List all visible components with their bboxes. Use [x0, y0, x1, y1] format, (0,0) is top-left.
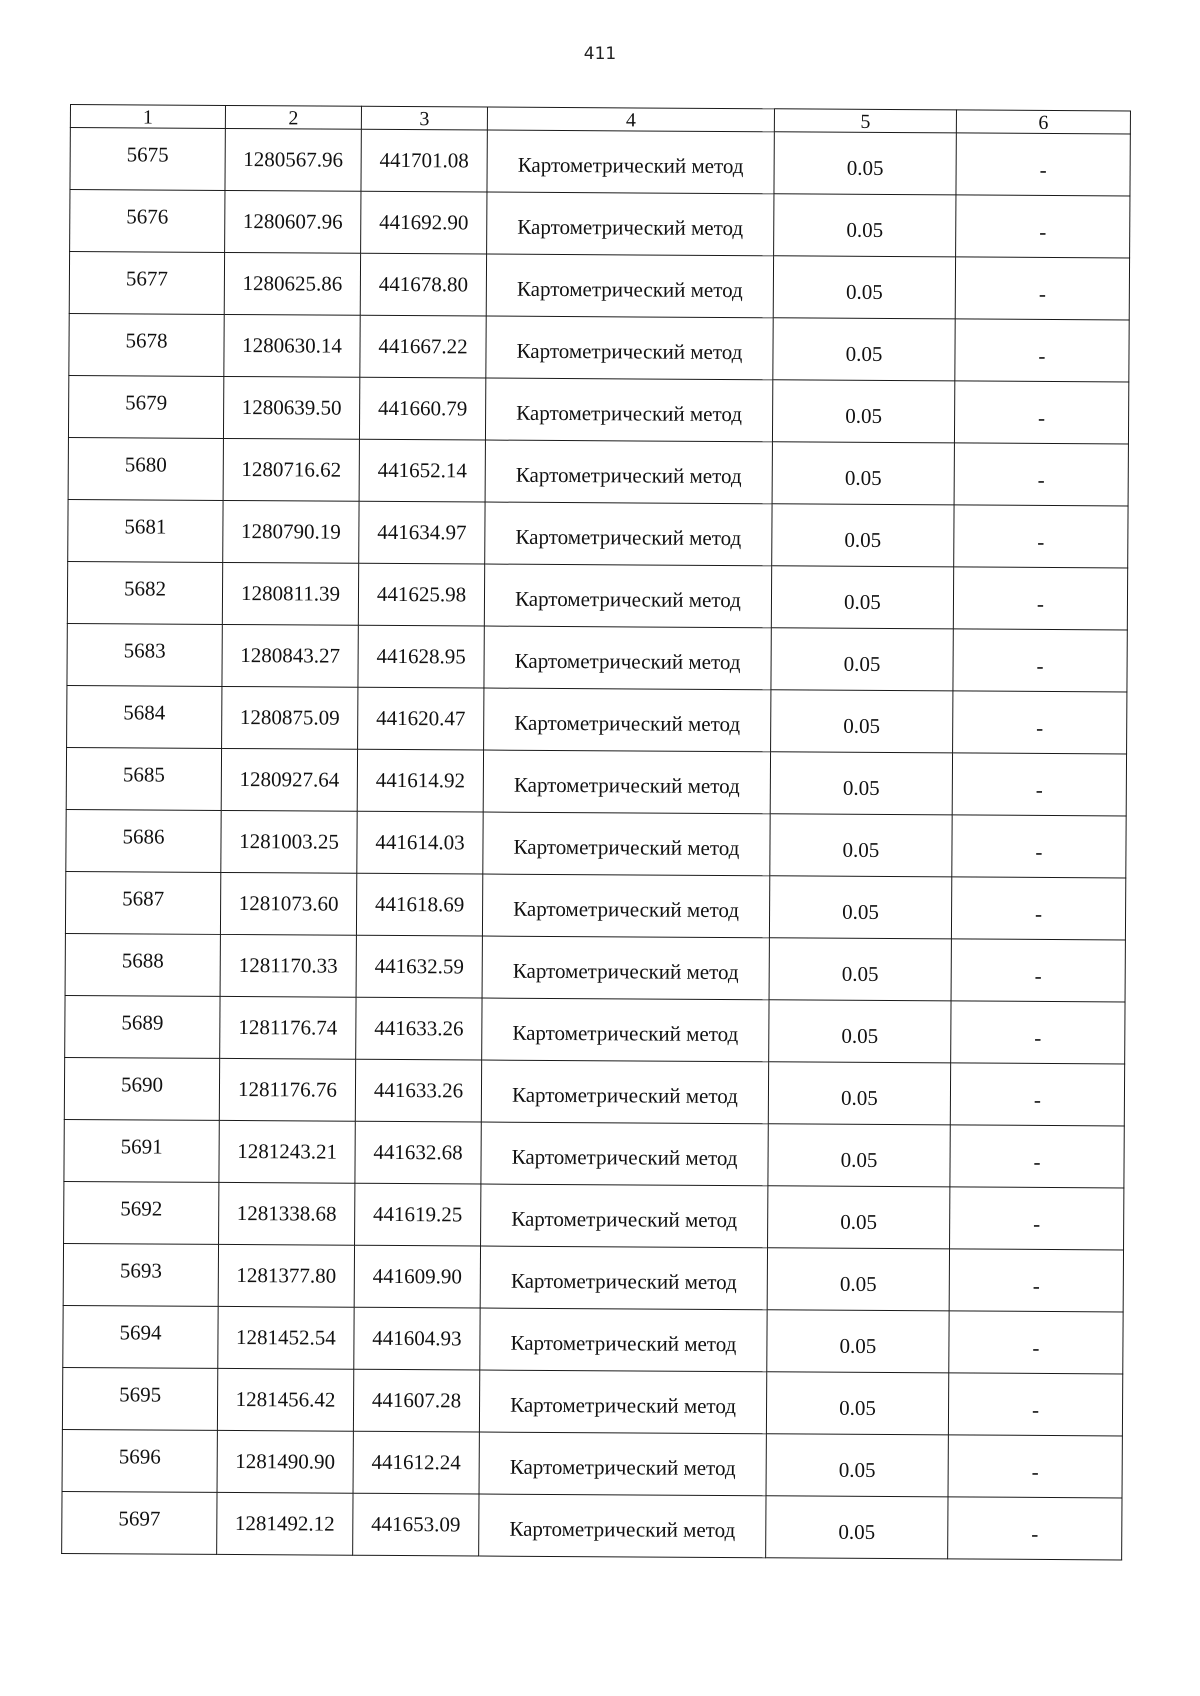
header-col-5: 5: [774, 109, 956, 133]
y-coordinate-cell: 441660.79: [359, 377, 485, 440]
x-coordinate-cell: 1280607.96: [225, 190, 361, 253]
point-number-cell: 5682: [67, 561, 222, 624]
method-cell: Картометрический метод: [487, 130, 774, 194]
method-cell: Картометрический метод: [483, 812, 770, 876]
y-coordinate-cell: 441612.24: [353, 1431, 479, 1494]
note-cell: -: [951, 877, 1125, 940]
precision-cell: 0.05: [769, 1000, 951, 1063]
method-cell: Картометрический метод: [482, 874, 769, 938]
point-number-cell: 5678: [69, 313, 224, 376]
precision-cell: 0.05: [773, 256, 955, 319]
precision-cell: 0.05: [768, 1062, 950, 1125]
x-coordinate-cell: 1280716.62: [223, 438, 359, 501]
precision-cell: 0.05: [768, 1186, 950, 1249]
point-number-cell: 5694: [63, 1305, 218, 1368]
table-row: [63, 1243, 1123, 1311]
note-cell: -: [956, 133, 1130, 196]
y-coordinate-cell: 441625.98: [358, 563, 484, 626]
table-row: [62, 1491, 1122, 1559]
point-number-cell: 5683: [67, 623, 222, 686]
y-coordinate-cell: 441632.59: [356, 935, 482, 998]
x-coordinate-cell: 1281170.33: [220, 934, 356, 997]
x-coordinate-cell: 1280875.09: [222, 686, 358, 749]
y-coordinate-cell: 441614.03: [357, 811, 483, 874]
precision-cell: 0.05: [768, 1124, 950, 1187]
coordinates-table: [61, 104, 1131, 1560]
y-coordinate-cell: 441628.95: [358, 625, 484, 688]
y-coordinate-cell: 441633.26: [355, 1059, 481, 1122]
note-cell: -: [954, 381, 1128, 444]
table-row: [64, 1181, 1124, 1249]
precision-cell: 0.05: [773, 318, 955, 381]
note-cell: -: [948, 1435, 1122, 1498]
point-number-cell: 5689: [65, 995, 220, 1058]
precision-cell: 0.05: [766, 1372, 948, 1435]
method-cell: Картометрический метод: [485, 378, 772, 442]
note-cell: -: [948, 1497, 1122, 1560]
table-row: [67, 561, 1127, 629]
coordinates-table-container: [61, 104, 1130, 1560]
method-cell: Картометрический метод: [481, 1122, 768, 1186]
x-coordinate-cell: 1281176.76: [219, 1058, 355, 1121]
point-number-cell: 5693: [63, 1243, 218, 1306]
table-row: [62, 1367, 1122, 1435]
method-cell: Картометрический метод: [487, 192, 774, 256]
method-cell: Картометрический метод: [483, 750, 770, 814]
note-cell: -: [953, 629, 1127, 692]
method-cell: Картометрический метод: [481, 1060, 768, 1124]
header-col-2: 2: [225, 105, 361, 129]
table-row: [70, 128, 1130, 196]
method-cell: Картометрический метод: [486, 254, 773, 318]
y-coordinate-cell: 441619.25: [355, 1183, 481, 1246]
point-number-cell: 5680: [68, 437, 223, 500]
note-cell: -: [952, 815, 1126, 878]
point-number-cell: 5692: [64, 1181, 219, 1244]
note-cell: -: [955, 319, 1129, 382]
y-coordinate-cell: 441653.09: [353, 1493, 479, 1556]
note-cell: -: [950, 1125, 1124, 1188]
x-coordinate-cell: 1281456.42: [217, 1368, 353, 1431]
precision-cell: 0.05: [769, 876, 951, 939]
x-coordinate-cell: 1281073.60: [220, 872, 356, 935]
table-row: [65, 933, 1125, 1001]
precision-cell: 0.05: [772, 504, 954, 567]
point-number-cell: 5690: [64, 1057, 219, 1120]
point-number-cell: 5681: [68, 499, 223, 562]
method-cell: Картометрический метод: [479, 1370, 766, 1434]
note-cell: -: [950, 1063, 1124, 1126]
table-row: [67, 623, 1127, 691]
note-cell: -: [954, 505, 1128, 568]
point-number-cell: 5687: [65, 871, 220, 934]
x-coordinate-cell: 1281377.80: [218, 1244, 354, 1307]
x-coordinate-cell: 1281243.21: [219, 1120, 355, 1183]
point-number-cell: 5679: [68, 375, 223, 438]
note-cell: -: [949, 1311, 1123, 1374]
x-coordinate-cell: 1280790.19: [223, 500, 359, 563]
method-cell: Картометрический метод: [484, 626, 771, 690]
point-number-cell: 5675: [70, 128, 225, 191]
precision-cell: 0.05: [767, 1248, 949, 1311]
y-coordinate-cell: 441701.08: [361, 129, 487, 192]
method-cell: Картометрический метод: [485, 502, 772, 566]
y-coordinate-cell: 441633.26: [356, 997, 482, 1060]
y-coordinate-cell: 441604.93: [354, 1307, 480, 1370]
x-coordinate-cell: 1281490.90: [217, 1430, 353, 1493]
x-coordinate-cell: 1280927.64: [221, 748, 357, 811]
table-row: [67, 685, 1127, 753]
note-cell: -: [953, 691, 1127, 754]
precision-cell: 0.05: [771, 566, 953, 629]
table-row: [62, 1429, 1122, 1497]
x-coordinate-cell: 1280843.27: [222, 624, 358, 687]
x-coordinate-cell: 1281452.54: [218, 1306, 354, 1369]
precision-cell: 0.05: [772, 442, 954, 505]
point-number-cell: 5697: [62, 1491, 217, 1554]
x-coordinate-cell: 1280567.96: [225, 128, 361, 191]
method-cell: Картометрический метод: [481, 1184, 768, 1248]
precision-cell: 0.05: [770, 814, 952, 877]
table-row: [64, 1057, 1124, 1125]
table-row: [69, 313, 1129, 381]
y-coordinate-cell: 441607.28: [353, 1369, 479, 1432]
y-coordinate-cell: 441632.68: [355, 1121, 481, 1184]
table-row: [65, 995, 1125, 1063]
table-row: [70, 190, 1130, 258]
table-row: [68, 499, 1128, 567]
header-col-6: 6: [956, 110, 1130, 134]
method-cell: Картометрический метод: [479, 1494, 766, 1558]
point-number-cell: 5691: [64, 1119, 219, 1182]
note-cell: -: [949, 1249, 1123, 1312]
method-cell: Картометрический метод: [485, 440, 772, 504]
table-row: [69, 252, 1129, 320]
x-coordinate-cell: 1280630.14: [224, 314, 360, 377]
x-coordinate-cell: 1281338.68: [219, 1182, 355, 1245]
precision-cell: 0.05: [772, 380, 954, 443]
y-coordinate-cell: 441609.90: [354, 1245, 480, 1308]
x-coordinate-cell: 1280639.50: [223, 376, 359, 439]
precision-cell: 0.05: [770, 752, 952, 815]
method-cell: Картометрический метод: [482, 998, 769, 1062]
point-number-cell: 5695: [62, 1367, 217, 1430]
y-coordinate-cell: 441614.92: [357, 749, 483, 812]
header-col-3: 3: [361, 106, 487, 130]
note-cell: -: [950, 1187, 1124, 1250]
table-row: [63, 1305, 1123, 1373]
note-cell: -: [956, 195, 1130, 258]
y-coordinate-cell: 441667.22: [360, 315, 486, 378]
method-cell: Картометрический метод: [482, 936, 769, 1000]
precision-cell: 0.05: [766, 1496, 948, 1559]
y-coordinate-cell: 441634.97: [359, 501, 485, 564]
note-cell: -: [951, 1001, 1125, 1064]
x-coordinate-cell: 1281003.25: [221, 810, 357, 873]
table-row: [66, 809, 1126, 877]
note-cell: -: [951, 939, 1125, 1002]
header-col-4: 4: [487, 107, 774, 132]
point-number-cell: 5677: [69, 252, 224, 315]
y-coordinate-cell: 441652.14: [359, 439, 485, 502]
method-cell: Картометрический метод: [480, 1246, 767, 1310]
table-row: [68, 437, 1128, 505]
point-number-cell: 5688: [65, 933, 220, 996]
precision-cell: 0.05: [774, 194, 956, 257]
precision-cell: 0.05: [774, 132, 956, 195]
x-coordinate-cell: 1280625.86: [224, 252, 360, 315]
table-body: [62, 128, 1131, 1560]
method-cell: Картометрический метод: [480, 1308, 767, 1372]
point-number-cell: 5685: [66, 747, 221, 810]
point-number-cell: 5684: [67, 685, 222, 748]
point-number-cell: 5676: [70, 190, 225, 253]
page-number: 411: [583, 44, 617, 64]
method-cell: Картометрический метод: [486, 316, 773, 380]
table-row: [64, 1119, 1124, 1187]
note-cell: -: [952, 753, 1126, 816]
note-cell: -: [954, 443, 1128, 506]
precision-cell: 0.05: [771, 628, 953, 691]
x-coordinate-cell: 1281492.12: [217, 1492, 353, 1555]
y-coordinate-cell: 441618.69: [356, 873, 482, 936]
method-cell: Картометрический метод: [479, 1432, 766, 1496]
y-coordinate-cell: 441692.90: [361, 191, 487, 254]
y-coordinate-cell: 441678.80: [360, 253, 486, 316]
point-number-cell: 5686: [66, 809, 221, 872]
y-coordinate-cell: 441620.47: [358, 687, 484, 750]
note-cell: -: [953, 567, 1127, 630]
table-row: [66, 747, 1126, 815]
precision-cell: 0.05: [766, 1434, 948, 1497]
method-cell: Картометрический метод: [484, 564, 771, 628]
point-number-cell: 5696: [62, 1429, 217, 1492]
precision-cell: 0.05: [769, 938, 951, 1001]
table-row: [65, 871, 1125, 939]
header-col-1: 1: [70, 105, 225, 129]
x-coordinate-cell: 1281176.74: [220, 996, 356, 1059]
precision-cell: 0.05: [767, 1310, 949, 1373]
x-coordinate-cell: 1280811.39: [222, 562, 358, 625]
note-cell: -: [955, 257, 1129, 320]
note-cell: -: [948, 1373, 1122, 1436]
table-row: [68, 375, 1128, 443]
method-cell: Картометрический метод: [484, 688, 771, 752]
precision-cell: 0.05: [771, 690, 953, 753]
